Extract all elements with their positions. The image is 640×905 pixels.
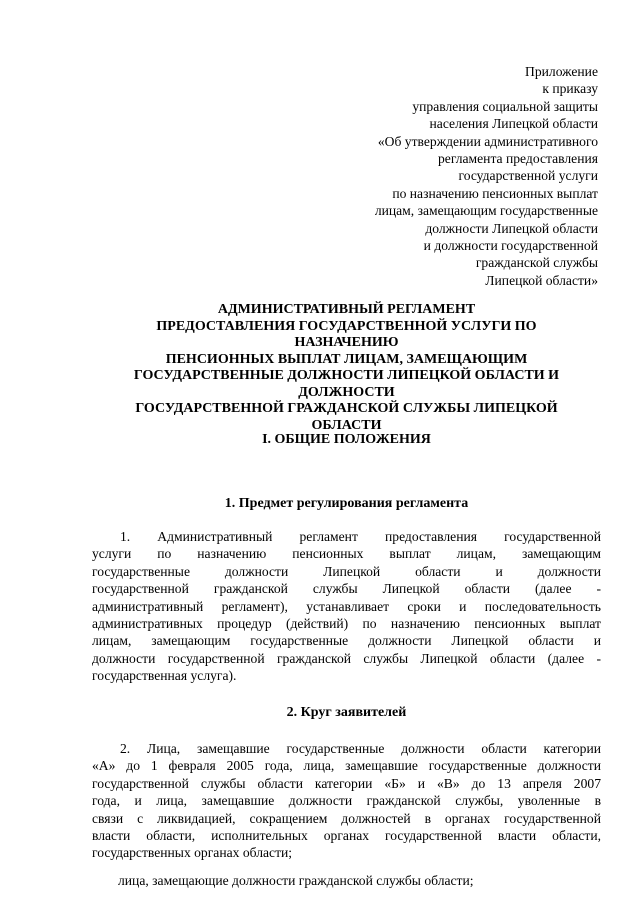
paragraph-line: связи с ликвидацией, сокращением должностей в органах государственной <box>92 810 601 826</box>
paragraph-line: административный регламент), устанавливает сроки и последовательность <box>92 598 601 614</box>
paragraph-line: 1. Административный регламент предоставления государственной <box>120 529 601 544</box>
title-line: ПРЕДОСТАВЛЕНИЯ ГОСУДАРСТВЕННОЙ УСЛУГИ ПО <box>156 318 537 334</box>
appendix-line: к приказу <box>542 81 598 97</box>
paragraph-line: административных процедур (действий) по назначению пенсионных выплат <box>92 616 601 632</box>
appendix-line: Приложение <box>525 64 598 79</box>
title-line: НАЗНАЧЕНИЮ <box>294 335 399 350</box>
paragraph-line: должности государственной гражданской службы Липецкой области (далее - <box>92 650 601 666</box>
paragraph-line: 2. Лица, замещавшие государственные должности области категории <box>120 741 601 756</box>
paragraph-2 <box>92 740 601 862</box>
title-line: ГОСУДАРСТВЕННЫЕ ДОЛЖНОСТИ ЛИПЕЦКОЙ ОБЛАСТИ И <box>133 368 560 383</box>
title-line: АДМИНИСТРАТИВНЫЙ РЕГЛАМЕНТ <box>217 302 476 317</box>
paragraph-line: лицам, замещающим государственные должности Липецкой области и <box>92 633 601 649</box>
paragraph-1 <box>92 528 601 685</box>
paragraph-3: лица, замещающие должности гражданской службы области; <box>118 873 474 888</box>
paragraph-line: государственные должности Липецкой области и должности <box>92 563 601 579</box>
paragraph-line: государственная услуга). <box>92 668 237 684</box>
appendix-line: регламента предоставления <box>438 151 598 167</box>
paragraph-line: государственных органах области; <box>92 845 293 861</box>
subsection-heading-1: 1. Предмет регулирования регламента <box>224 496 469 511</box>
title-line: ОБЛАСТИ <box>311 417 382 433</box>
paragraph-line: государственной службы области категории «Б» и «В» до 13 апреля 2007 <box>92 775 601 791</box>
paragraph-line: года, и лица, замещавшие должности гражданской службы, уволенные в <box>92 793 601 809</box>
paragraph-line: государственной гражданской службы Липецкой области (далее - <box>92 581 601 597</box>
appendix-line: населения Липецкой области <box>429 116 598 132</box>
appendix-line: Липецкой области» <box>485 272 598 288</box>
paragraph-line: услуги по назначению пенсионных выплат лицам, замещающим <box>92 546 601 562</box>
appendix-line: и должности государственной <box>423 238 598 254</box>
paragraph-line: «А» до 1 февраля 2005 года, лица, замещавшие государственные должности <box>92 758 601 774</box>
title-line: ДОЛЖНОСТИ <box>298 384 395 400</box>
subsection-heading-2: 2. Круг заявителей <box>286 705 407 720</box>
title-line: ПЕНСИОННЫХ ВЫПЛАТ ЛИЦАМ, ЗАМЕЩАЮЩИМ <box>165 351 528 367</box>
appendix-line: по назначению пенсионных выплат <box>392 185 598 201</box>
appendix-line: лицам, замещающим государственные <box>374 203 598 219</box>
appendix-line: гражданской службы <box>475 255 598 271</box>
appendix-line: государственной услуги <box>458 168 598 184</box>
appendix-block <box>375 63 598 289</box>
title-line: ГОСУДАРСТВЕННОЙ ГРАЖДАНСКОЙ СЛУЖБЫ ЛИПЕЦКОЙ <box>135 401 558 416</box>
appendix-line: «Об утверждении административного <box>377 133 598 149</box>
section-heading: I. ОБЩИЕ ПОЛОЖЕНИЯ <box>262 432 431 447</box>
appendix-line: управления социальной защиты <box>412 98 598 114</box>
appendix-line: должности Липецкой области <box>425 220 598 236</box>
document-title <box>92 302 601 434</box>
paragraph-line: власти области, исполнительных органах государственной власти области, <box>92 828 601 844</box>
